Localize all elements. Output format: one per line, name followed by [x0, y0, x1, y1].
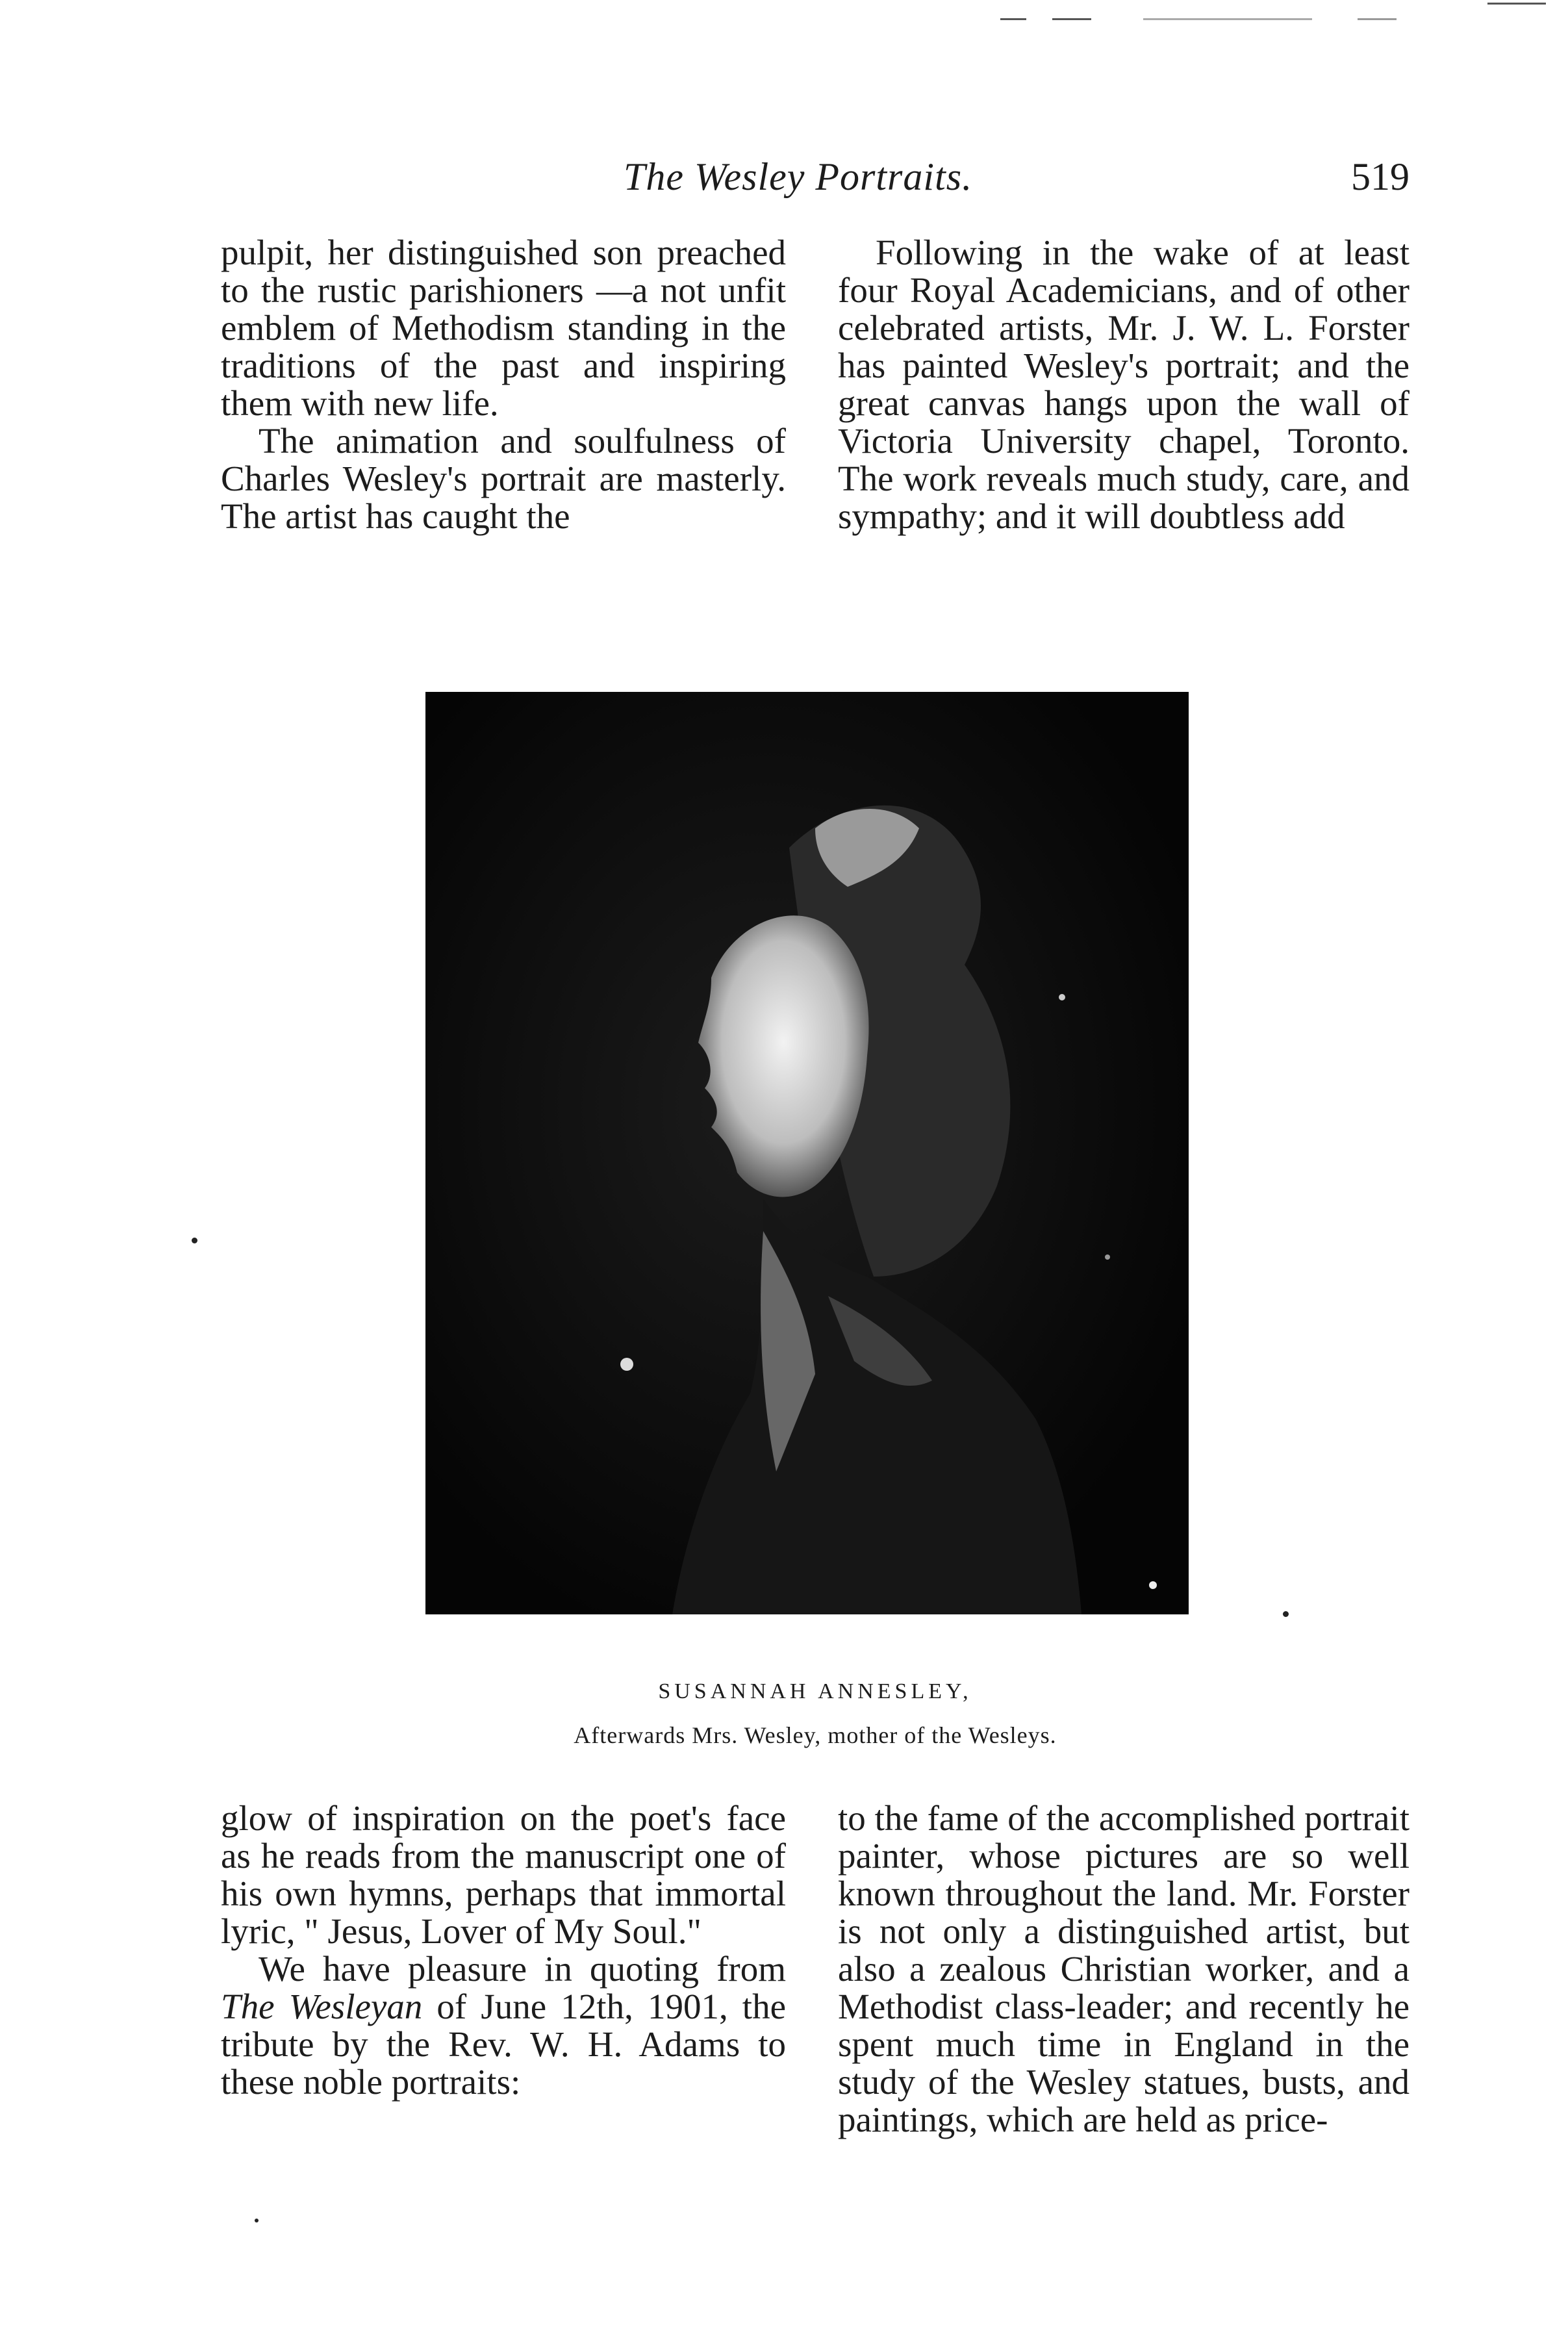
scan-artifact [1487, 3, 1546, 5]
page-header [221, 155, 1410, 213]
paragraph: Following in the wake of at least four Royal Academicians, and of other celebrated artists, Mr. J. W. L. Forster has painted Wesley's portrait; and the great canvas hangs upon the wall of Victoria University chapel, Toronto. The work reveals much study, care, and sympathy; and it will doubtless add [838, 233, 1410, 536]
paragraph [221, 1950, 786, 2101]
column-right-top [838, 234, 1410, 535]
scan-artifact [1000, 18, 1026, 20]
running-title: The Wesley Portraits. [624, 155, 973, 198]
scan-speck [192, 1238, 197, 1243]
paragraph: pulpit, her distinguished son preached to the rustic parishioners —a not unfit emblem of Methodism standing in the traditions of the past and inspiring them with new life. [221, 233, 786, 423]
paragraph: glow of inspiration on the poet's face as he reads from the manuscript one of his own hymns, perhaps that immortal lyric, " Jesus, Lover of My Soul." [221, 1798, 786, 1951]
figure-caption-title: SUSANNAH ANNESLEY, [658, 1679, 972, 1703]
scan-speck [255, 2219, 259, 2222]
paragraph-text: We have pleasure in quoting from [259, 1949, 786, 1989]
page-number: 519 [1351, 155, 1410, 198]
portrait-image [425, 692, 1189, 1614]
paragraph: The animation and soulfulness of Charles Wesley's portrait are masterly. The artist has caught the [221, 421, 786, 536]
column-left-top [221, 234, 786, 535]
paragraph-text: of June 12th, 1901, the tribute by the Rev. W. H. Adams to these noble portraits: [221, 1987, 787, 2102]
paragraph: to the fame of the accomplished portrait painter, whose pictures are so well known throughout the land. Mr. Forster is not only a distinguished artist, but also a zealous Christian worker, and a Methodist class-leader; and recently he spent much time in England in the study of the Wesley statues, busts, and paintings, which are held as price- [838, 1798, 1410, 2139]
scan-artifact [1358, 18, 1397, 20]
scan-artifact [1143, 18, 1312, 20]
portrait-photo [425, 692, 1189, 1614]
column-left-bottom [221, 1800, 786, 2101]
column-right-bottom [838, 1800, 1410, 2139]
figure-caption-subtitle: Afterwards Mrs. Wesley, mother of the Wesleys. [574, 1722, 1057, 1748]
scan-speck [1283, 1611, 1289, 1617]
scan-artifact [1052, 18, 1091, 20]
publication-title: The Wesleyan [221, 1987, 423, 2026]
